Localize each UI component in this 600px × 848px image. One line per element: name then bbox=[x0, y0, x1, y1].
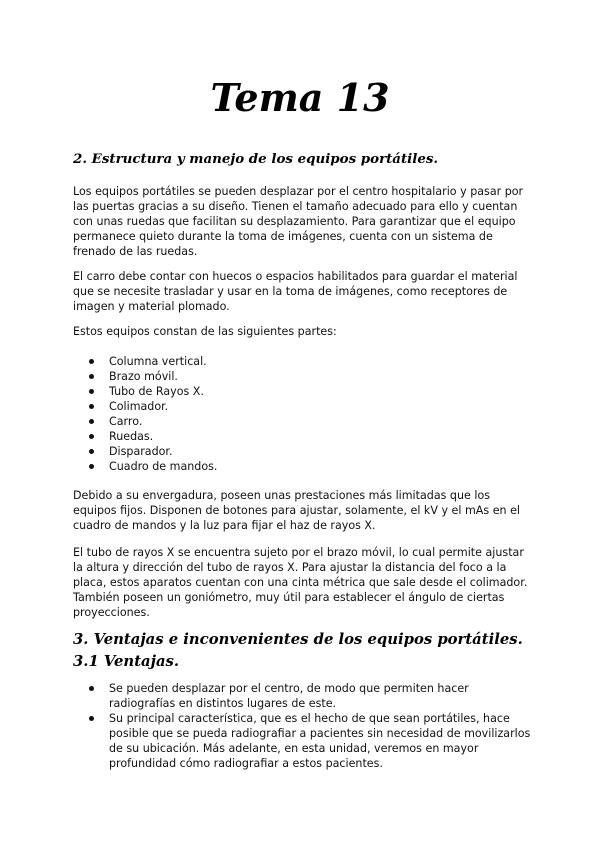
list-item-text: Colimador. bbox=[109, 400, 169, 413]
list-item bbox=[73, 399, 373, 414]
section-2-heading: 2. Estructura y manejo de los equipos portátiles. bbox=[73, 151, 439, 167]
bullet-icon bbox=[89, 419, 94, 424]
list-item bbox=[73, 429, 373, 444]
section-2-paragraph-2: El carro debe contar con huecos o espacios habilitados para guardar el material que se necesite trasladar y usar en la toma de imágenes, como receptores de imagen y material plomado. bbox=[73, 270, 518, 313]
bullet-icon bbox=[89, 389, 94, 394]
section-2-paragraph-1: Los equipos portátiles se pueden desplazar por el centro hospitalario y pasar por las puertas gracias a su diseño. Tienen el tamaño adecuado para ello y cuentan con unas ruedas que facilitan su desplazamiento. Para garantizar que el equipo permanece quieto durante la toma de imágenes, cuenta con un sistema de frenado de las ruedas. bbox=[73, 185, 524, 258]
list-item-text: Disparador. bbox=[109, 445, 173, 458]
list-item bbox=[73, 354, 373, 369]
bullet-icon bbox=[89, 374, 94, 379]
page-title: Tema 13 bbox=[210, 75, 390, 120]
list-item bbox=[73, 444, 373, 459]
list-item bbox=[73, 384, 373, 399]
bullet-icon bbox=[89, 686, 94, 691]
list-item-text: Su principal característica, que es el hecho de que sean portátiles, hace posible que se pueda radiografiar a pacientes sin necesidad de movilizarlos de su ubicación. Más adelante, en esta unidad, veremos en mayor profundidad cómo radiografiar a estos pacientes. bbox=[109, 712, 531, 770]
advantages-list bbox=[73, 681, 533, 771]
list-item bbox=[73, 459, 373, 474]
list-item bbox=[73, 414, 373, 429]
list-item bbox=[73, 681, 533, 711]
parts-list bbox=[73, 354, 373, 474]
list-item bbox=[73, 711, 533, 771]
bullet-icon bbox=[89, 404, 94, 409]
list-item bbox=[73, 369, 373, 384]
list-item-text: Tubo de Rayos X. bbox=[109, 385, 204, 398]
section-3-1-heading: 3.1 Ventajas. bbox=[73, 653, 180, 670]
list-item-text: Brazo móvil. bbox=[109, 370, 178, 383]
list-item-text: Columna vertical. bbox=[109, 355, 207, 368]
section-3-heading: 3. Ventajas e inconvenientes de los equipos portátiles. bbox=[73, 631, 523, 648]
bullet-icon bbox=[89, 464, 94, 469]
bullet-icon bbox=[89, 434, 94, 439]
parts-intro: Estos equipos constan de las siguientes partes: bbox=[73, 325, 337, 338]
list-item-text: Ruedas. bbox=[109, 430, 154, 443]
section-2-paragraph-4: El tubo de rayos X se encuentra sujeto por el brazo móvil, lo cual permite ajustar la altura y dirección del tubo de rayos X. Para ajustar la distancia del foco a la placa, estos aparatos cuentan con una cinta métrica que sale desde el colimador. También poseen un goniómetro, muy útil para establecer el ángulo de ciertas proyecciones. bbox=[73, 546, 528, 619]
list-item-text: Cuadro de mandos. bbox=[109, 460, 218, 473]
bullet-icon bbox=[89, 359, 94, 364]
bullet-icon bbox=[89, 449, 94, 454]
list-item-text: Carro. bbox=[109, 415, 143, 428]
bullet-icon bbox=[89, 716, 94, 721]
list-item-text: Se pueden desplazar por el centro, de modo que permiten hacer radiografías en distintos lugares de este. bbox=[109, 682, 469, 710]
section-2-paragraph-3: Debido a su envergadura, poseen unas prestaciones más limitadas que los equipos fijos. Disponen de botones para ajustar, solamente, el kV y el mAs en el cuadro de mandos y la luz para fijar el haz de rayos X. bbox=[73, 489, 520, 532]
